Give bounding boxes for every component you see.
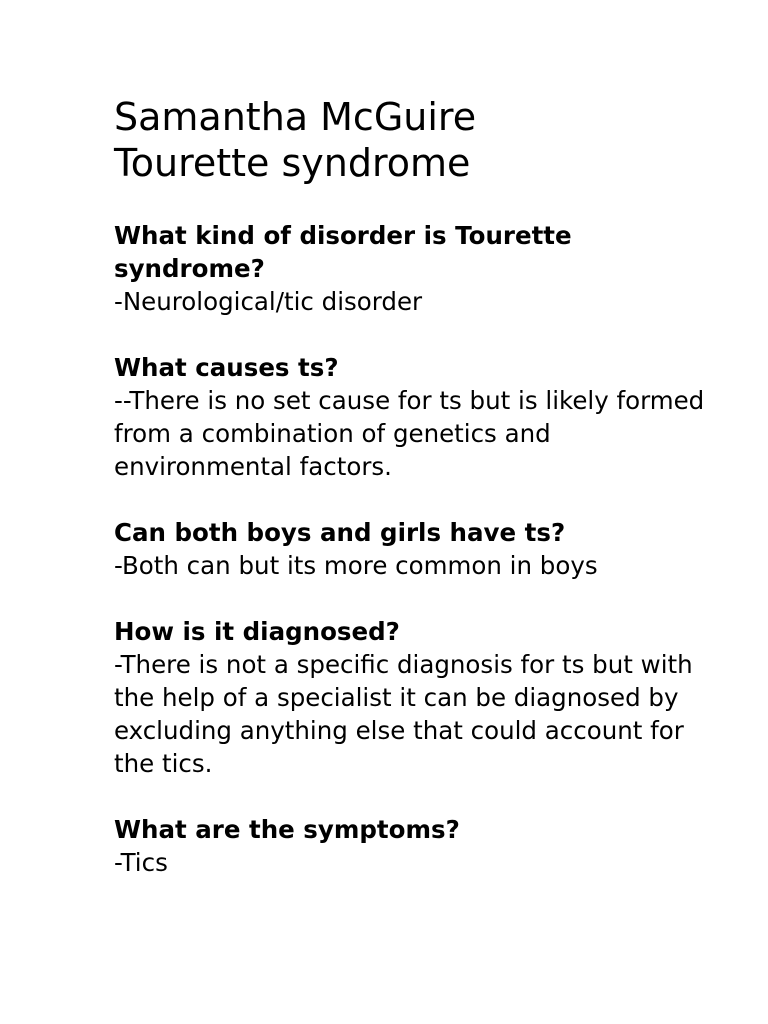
section-question: How is it diagnosed?	[114, 617, 400, 646]
author-name: Samantha McGuire	[114, 95, 477, 139]
section-question: What kind of disorder is Tourette syndrome?	[114, 221, 572, 283]
document-page	[114, 94, 714, 912]
section-answer: -Neurological/tic disorder	[114, 287, 423, 316]
topic-title: Tourette syndrome	[114, 141, 471, 185]
qa-section	[114, 351, 714, 483]
section-question: What are the symptoms?	[114, 815, 460, 844]
section-answer: -There is not a specific diagnosis for ts but with the help of a specialist it can be diagnosed by excluding anything else that could account for the tics.	[114, 650, 693, 778]
section-answer: -Tics	[114, 848, 168, 877]
section-answer: --There is no set cause for ts but is likely formed from a combination of genetics and environmental factors.	[114, 386, 705, 481]
qa-section	[114, 219, 714, 318]
document-title	[114, 94, 714, 186]
section-question: What causes ts?	[114, 353, 339, 382]
qa-section	[114, 615, 714, 780]
qa-section	[114, 516, 714, 582]
qa-section	[114, 813, 714, 879]
section-question: Can both boys and girls have ts?	[114, 518, 566, 547]
section-answer: -Both can but its more common in boys	[114, 551, 598, 580]
